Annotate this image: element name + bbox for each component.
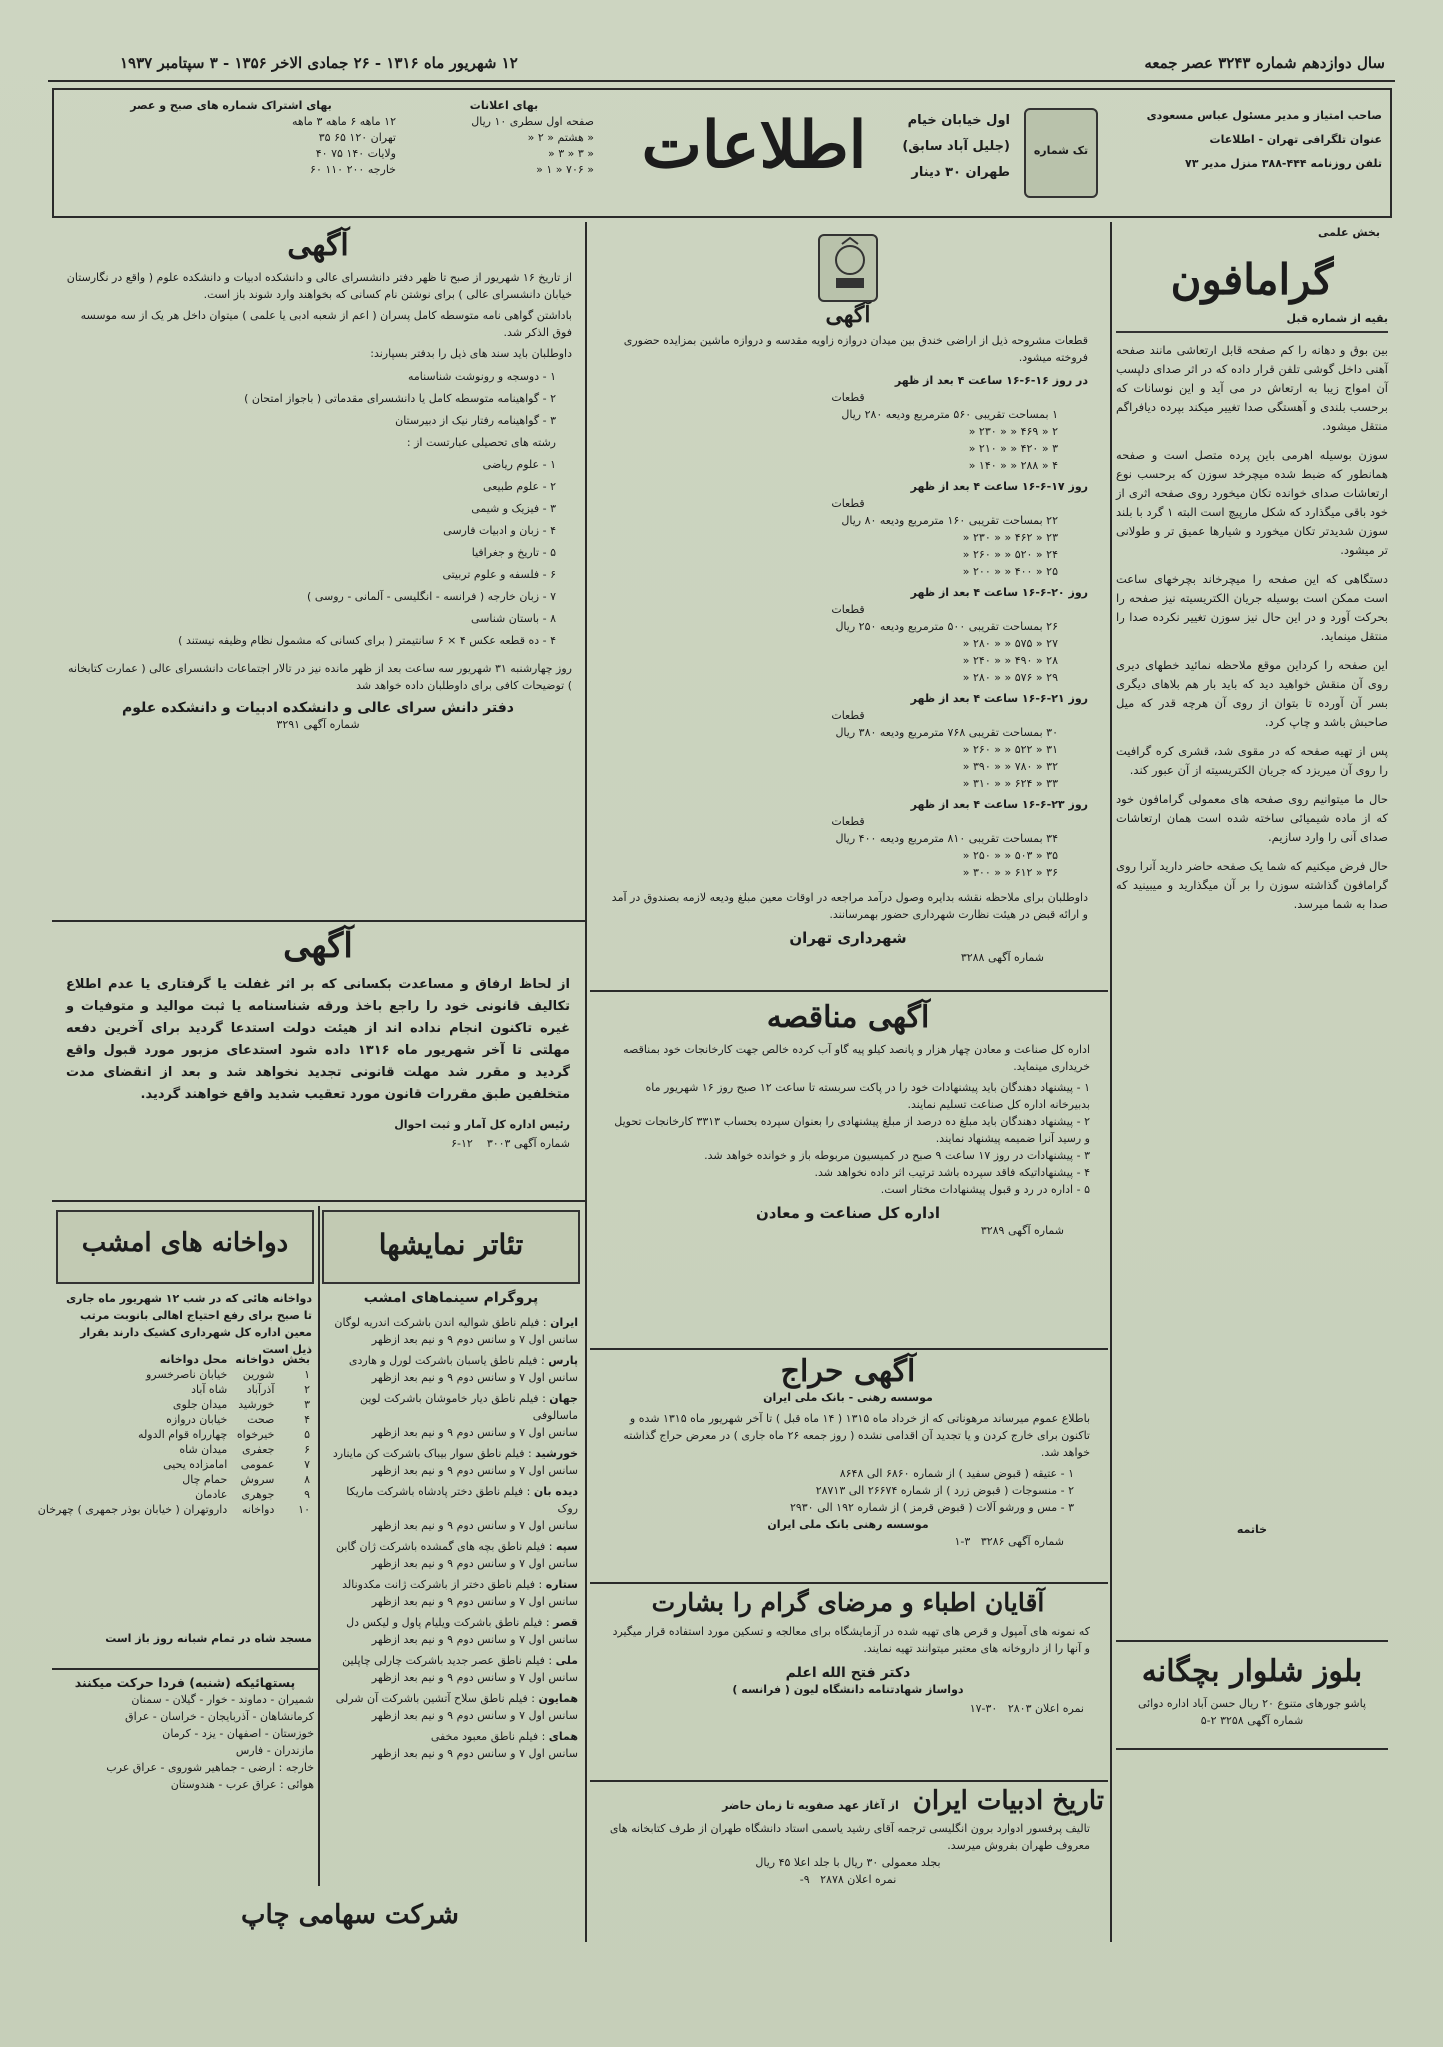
ad-number [612,1700,1084,1717]
cinema-showtimes: سانس اول ۷ و سانس دوم ۹ و نیم بعد ازظهر [371,1747,578,1760]
issue-date: ۱۲ شهریور ماه ۱۳۱۶ - ۲۶ جمادی الاخر ۱۳۵۶ - ۳ سپتامبر ۱۹۳۷ [120,54,518,72]
lion-sun-emblem-icon [818,234,878,302]
ad-title: آگهی مناقصه [766,1000,930,1035]
ad-subtitle: از آغاز عهد صفویه تا زمان حاضر [722,1799,899,1812]
table-cell: ۷ [304,1458,310,1471]
auction-lot-row: ۳۴ بمساحت تقریبی ۸۱۰ مترمربع ودیعه ۴۰۰ ریال [835,832,1058,845]
ad-title: آگهی [825,302,871,328]
top-rule [48,80,1395,82]
auction-day-label: روز ۲۳-۶-۱۶ ساعت ۴ بعد از ظهر [910,798,1088,811]
table-row [34,1382,314,1397]
pharmacy-banner-text: دواخانه های امشب [81,1228,289,1258]
auction-day-label: روز ۲۱-۶-۱۶ ساعت ۴ بعد از ظهر [910,692,1088,705]
ad-text: از لحاظ ارفاق و مساعدت بکسانی که بر اثر غفلت یا گرفتاری یا عدم اطلاع تکالیف قانونی خود را راجع باخذ ورقه شناسنامه یا ثبت موالید و متوفیات و غیره تاکنون انجام نداده اند از هیئت دولت استدعا گردید برای آخرین دفعه مهلتی تا آخر شهریور ماه ۱۳۱۶ داده شود استدعای مزبور مورد قبول واقع گردید و مقرر شد مهلت قانونی تجدید نخواهد شد و بعد از انقضای مدت متخلفین طبق مقررات قانون مورد تعقیب شدید واقع خواهند گردید. [66,977,570,1102]
paragraph: باداشتن گواهی نامه متوسطه کامل پسران ( اعم از شعبه ادبی یا علمی ) میتوان داخل هر یک از سه موسسه فوق الذکر شد. [80,309,572,339]
ad-subtitle: موسسه رهنی - بانک ملی ایران [763,1391,933,1404]
table-cell: میدان جلوی [172,1398,228,1411]
table-cell: خیابان ناصرخسرو [145,1368,228,1381]
cinema-name: ستاره [545,1578,578,1591]
issue-number: سال دوازدهم شماره ۳۲۴۳ عصر جمعه [1144,54,1385,72]
table-cell: ۱۰ [298,1503,310,1516]
pharmacy-listings [37,1206,314,1666]
ad-signature: شهرداری تهران [789,929,907,947]
ad-university [56,224,580,914]
list-item: ۴ - ده قطعه عکس ۴ × ۶ سانتیمتر ( برای کسانی که مشمول نظام وظیفه نیستند ) [178,634,556,647]
post-schedule [56,1674,314,1834]
table-row [34,1472,314,1487]
col-header: محل دواخانه [159,1353,228,1366]
auction-lot-row: ۳۰ بمساحت تقریبی ۷۶۸ مترمربع ودیعه ۳۸۰ ریال [835,726,1058,739]
auction-lot-row: ۲۹ « ۵۷۶ « « ۲۸۰ « [962,671,1058,684]
cinema-film: فیلم ناطق یاسبان باشرکت لورل و هاردی [348,1354,538,1367]
cinema-film: فیلم ناطق سلاح آتشین باشرکت آن شرلی [335,1692,528,1705]
auction-lot-row: ۳۵ « ۵۰۳ « « ۲۵۰ « [962,849,1058,862]
ad-municipal [592,224,1104,984]
ad-number-text: نمره اعلان ۲۸۰۳ [1007,1702,1084,1715]
ad-body [64,269,572,362]
auction-lot-row: ۲۷ « ۵۷۵ « « ۲۸۰ « [962,637,1058,650]
cinema-name: خورشید [535,1447,578,1460]
section-rule [52,920,586,922]
table-cell: ۲ [304,1383,310,1396]
table-cell: عمومی [240,1458,275,1471]
table-cell: امامزاده یحیی [163,1458,228,1471]
cinema-showtimes: سانس اول ۷ و سانس دوم ۹ و نیم بعد ازظهر [371,1426,578,1439]
cinema-entry: ملی : فیلم ناطق عصر جدید باشرکت چارلی چاپلین سانس اول ۷ و سانس دوم ۹ و نیم بعد ازظهر [324,1652,578,1686]
cinema-showtimes: سانس اول ۷ و سانس دوم ۹ و نیم بعد ازظهر [371,1557,578,1570]
cinema-name: ایران [550,1316,578,1329]
list-item: ۸ - باستان شناسی [470,612,556,625]
table-row [34,1367,314,1382]
ad-number-suffix: ۳۰-۱۷ [969,1702,998,1715]
ad-rate-row: « هشتم « ۲ « [527,131,594,144]
cinema-entry: پارس : فیلم ناطق یاسبان باشرکت لورل و هاردی سانس اول ۷ و سانس دوم ۹ و نیم بعد ازظهر [324,1352,578,1386]
cinema-entry: سپه : فیلم ناطق بچه های گمشده باشرکت ژان گابن سانس اول ۷ و سانس دوم ۹ و نیم بعد ازظهر [324,1538,578,1572]
column-rule [1110,222,1112,1942]
cinema-listings [322,1206,580,1896]
paragraph: حال فرض میکنیم که شما یک صفحه حاضر دارید آنرا روی گرامافون گذاشته سوزن را بر آن میگذارید و میبینید که صدا به شما میرسد. [1116,859,1388,911]
cinema-film: فیلم ناطق معبود مخفی [430,1730,539,1743]
ad-auction [592,1354,1104,1580]
list-item: ۴ - زبان و ادبیات فارسی [443,524,556,537]
ad-title: بلوز شلوار بچگانه [1141,1654,1363,1689]
ad-footer: روز چهارشنبه ۳۱ شهریور سه ساعت بعد از ظهر مانده نیز در تالار اجتماعات دانشسرای عالی ( عمارت کتابخانه ) توضیحات کافی برای داوطلبان داده خواهد شد [68,662,572,692]
post-line: کرمانشاهان - آذربایجان - خراسان - عراق [125,1710,314,1723]
table-cell: چهارراه قوام الدوله [138,1428,228,1441]
ad-intro: قطعات مشروحه ذیل از اراضی خندق بین میدان دروازه زاویه مقدسه و دروازه ماشین بمزایده حضوری فروخته میشود. [623,334,1088,364]
doctor-name: دکتر فتح الله اعلم [785,1665,911,1681]
ad-baby-clothes [1116,1640,1388,1750]
cinema-showtimes: سانس اول ۷ و سانس دوم ۹ و نیم بعد ازظهر [371,1595,578,1608]
cinema-film: فیلم ناطق بچه های گمشده باشرکت ژان گابن [335,1540,546,1553]
ad-outro: داوطلبان برای ملاحظه نقشه بدایره وصول درآمد مراجعه در اوقات معین مبلغ ودیعه لازمه بصندوق در آمد و ارائه قبض در هیئت نظارت شهرداری حضور بهمرسانند. [611,891,1088,921]
owner-line: صاحب امتیاز و مدیر مسئول عباس مسعودی [1146,109,1382,122]
paragraph: پس از تهیه صفحه که در مقوی شد، قشری کره گرافیت را روی آن میریزد که جریان الکتریسیته از آن عبور کند. [1116,744,1388,777]
auction-lot-row: ۳۲ « ۷۸۰ « « ۳۹۰ « [962,760,1058,773]
ad-items [606,1079,1090,1198]
ad-text: باطلاع عموم میرساند مرهوناتی که از خرداد ماه ۱۳۱۵ ( ۱۴ ماه قبل ) تا آخر شهریور ماه ۱۳۱۵ شده و تاکنون برای خارج کردن و یا تجدید آن اقدامی نشده ( روز جمعه ۲۶ ماه جاری ) در معرض حراج گذاشته خواهد شد. [623,1412,1090,1459]
table-row [34,1487,314,1502]
address-line: اول خیابان خیام [907,113,1010,128]
table-row [34,1397,314,1412]
cinema-showtimes: سانس اول ۷ و سانس دوم ۹ و نیم بعد ازظهر [371,1464,578,1477]
masthead [52,88,1392,218]
table-row [34,1502,314,1517]
subscription-rates [66,98,396,178]
article-end: خاتمه [1236,1523,1268,1536]
doctor-credential: دواساز شهادتنامه دانشگاه لیون ( فرانسه ) [732,1683,964,1696]
table-cell: ۹ [304,1488,310,1501]
table-cell: شاه آباد [191,1383,228,1396]
ad-item: ۵ - اداره در رد و قبول پیشنهادات مختار است. [880,1183,1090,1196]
paragraph: بین بوق و دهانه را کم صفحه قابل ارتعاشی مانند صفحه آهنی داخل گوشی تلفن قرار داده که در اثر صدای دلپسب آن امواج زیبا به ارتعاش در می آید و این نوسانات که برحسب بلندی و آهستگی صدا تغییر میکند بپرده دیافراگم منتقل میشود. [1116,343,1388,433]
auction-days [608,372,1088,881]
col-header: دواخانه [235,1353,275,1366]
cinema-showtimes: سانس اول ۷ و سانس دوم ۹ و نیم بعد ازظهر [371,1371,578,1384]
paragraph: سوزن بوسیله اهرمی باین پرده متصل است و صفحه همانطور که ضبط شده میچرخد سوزن که برحسب نوع ارتعاشات صدای خوانده تکان میخورد روی صفحه اثری از خود باقی میگذارد که شکل مارپیچ است البته ۱ گرد با بلند سوزن شدیدتر تکان میخورد و شیارها عمیق تر و طولانی تر میشود. [1116,448,1388,557]
ad-number-text: شماره آگهی ۳۰۰۳ [486,1137,570,1150]
ad-rate-row: صفحه اول سطری ۱۰ ریال [471,115,594,128]
ad-number-suffix: ۹- [799,1873,810,1886]
table-cell: ۶ [304,1443,310,1456]
auction-col-header: قطعات [831,603,865,616]
table-cell: دواخانه [242,1503,275,1516]
auction-col-header: قطعات [831,391,865,404]
table-cell: صحت [247,1413,275,1426]
cinema-list [324,1314,578,1766]
single-copy-label: تک شماره [1033,144,1089,157]
ad-item: ۳ - پیشنهادات در روز ۱۷ ساعت ۹ صبح در کمیسیون مربوطه باز و خوانده خواهد شد. [704,1149,1090,1162]
auction-lot-row: ۲۵ « ۴۰۰ « « ۲۰۰ « [962,565,1058,578]
cinema-banner-text: تئاتر نمایشها [378,1228,524,1261]
emblem-icon [824,236,876,296]
cinema-name: پارس [548,1354,578,1367]
auction-day-label: روز ۱۷-۶-۱۶ ساعت ۴ بعد از ظهر [910,480,1088,493]
table-cell: حمام چال [182,1473,228,1486]
pharmacy-intro: دواخانه هائی که در شب ۱۲ شهریور ماه جاری تا صبح برای رفع احتیاج اهالی بانوبت مرتب معین اداره کل شهرداری کشیک دارند بقرار ذیل است [66,1292,312,1356]
col-header: بخش [282,1353,310,1366]
ad-text: که نمونه های آمپول و قرص های تهیه شده در آزمایشگاه برای معالجه و تسکین مورد استفاده قرار میگیرد و آنها را از داروخانه های معتبر میتوانند تهیه نمایند. [612,1625,1090,1655]
table-cell: ۴ [304,1413,310,1426]
pharmacy-table [34,1352,314,1517]
subscription-title: بهای اشتراک شماره های صبح و عصر [130,99,332,112]
auction-day-label: روز ۲۰-۶-۱۶ ساعت ۴ بعد از ظهر [910,586,1088,599]
ad-text: پاشو جورهای متنوع ۲۰ ریال حسن آباد اداره دوائی [1137,1697,1367,1710]
list-item: ۳ - گواهینامه رفتار نیک از دبیرستان [395,414,556,427]
table-cell: ۵ [304,1428,310,1441]
cinema-showtimes: سانس اول ۷ و سانس دوم ۹ و نیم بعد ازظهر [371,1671,578,1684]
table-cell: داروتهران ( خیابان بوذر جمهری ) چهرخان [37,1503,228,1516]
cinema-showtimes: سانس اول ۷ و سانس دوم ۹ و نیم بعد ازظهر [371,1519,578,1532]
paragraph: حال ما میتوانیم روی صفحه های معمولی گرامافون خود که از ماده شیمیائی ساخته شده است همان ارتعاشات صدای آنی را وارد سازیم. [1116,792,1388,844]
table-cell: شورین [242,1368,275,1381]
column-rule [585,222,587,1942]
auction-lot-row: ۳۳ « ۶۲۴ « « ۳۱۰ « [962,777,1058,790]
cinema-entry: دیده بان : فیلم ناطق دختر پادشاه باشرکت ماریکا روک سانس اول ۷ و سانس دوم ۹ و نیم بعد ازظهر [324,1483,578,1534]
cinema-name: دیده بان [533,1485,578,1498]
ad-title: تاریخ ادبیات ایران [912,1786,1104,1816]
section-rule [52,1668,318,1670]
list-item: ۲ - علوم طبیعی [483,480,556,493]
cinema-name: قصر [553,1616,578,1629]
table-cell: جوهری [241,1488,275,1501]
ad-title: آگهی حراج [780,1354,916,1389]
ad-title: آگهی [283,926,353,966]
table-cell: میدان شاه [179,1443,228,1456]
literature-header [592,1786,1104,1816]
cinema-showtimes: سانس اول ۷ و سانس دوم ۹ و نیم بعد ازظهر [371,1709,578,1722]
ad-number: شماره آگهی ۳۲۸۹ [980,1224,1064,1237]
ad-title: آقایان اطباء و مرضای گرام را بشارت [651,1588,1045,1617]
table-cell: ۳ [304,1398,310,1411]
ad-item: ۴ - پیشنهاداتیکه فاقد سپرده باشد ترتیب اثر داده نخواهد شد. [814,1166,1090,1179]
address-line: (جلیل آباد سابق) [902,139,1010,154]
cinema-entry: جهان : فیلم ناطق دیار خاموشان باشرکت لوین ماسالوفی سانس اول ۷ و سانس دوم ۹ و نیم بعد ازظهر [324,1390,578,1441]
price-line: طهران ۳۰ دینار [911,165,1010,180]
section-rule [52,1200,586,1202]
table-header [34,1352,314,1367]
auction-row: ۳ - مس و ورشو آلات ( قبوض قرمز ) از شماره ۱۹۲ الی ۲۹۳۰ [789,1501,1074,1514]
cinema-film: فیلم ناطق باشرکت ویلیام پاول و لیکس دل [346,1616,543,1629]
ad-rate-row: « ۳ « ۳ « [547,147,594,160]
table-row [34,1412,314,1427]
cinema-name: جهان [549,1392,578,1405]
subscription-row: تهران ۱۲۰ ۶۵ ۳۵ [318,131,396,144]
ad-number-text: شماره آگهی ۳۲۸۶ [980,1535,1064,1548]
auction-lot-row: ۴ « ۲۸۸ « « ۱۴۰ « [968,459,1058,472]
auction-col-header: قطعات [831,497,865,510]
post-title: پستهائیکه (شنبه) فردا حرکت میکنند [74,1675,296,1690]
ad-number-text: نمره اعلان ۲۸۷۸ [820,1873,897,1886]
list-item: ۳ - فیزیک و شیمی [471,502,556,515]
column-rule [318,1206,320,1886]
ad-number [66,1135,570,1152]
list-item: ۵ - تاریخ و جغرافیا [471,546,556,559]
cinema-name: ملی [555,1654,578,1667]
ad-literature [592,1786,1104,1926]
subscription-row: ۱۲ ماهه ۶ ماهه ۳ ماهه [292,115,396,128]
pharmacy-banner [56,1210,314,1284]
table-cell: آذرآباد [246,1383,275,1396]
ad-number: شماره آگهی ۳۲۸۸ [960,951,1044,964]
auction-rows [622,1465,1074,1516]
phone-line: تلفن روزنامه ۴۴۴-۳۸۸ منزل مدیر ۷۳ [1185,157,1382,170]
cinema-film: فیلم ناطق دیار خاموشان باشرکت لوین ماسالوفی [360,1392,578,1422]
auction-col-header: قطعات [831,815,865,828]
ad-rates-title: بهای اعلانات [469,99,539,112]
cinema-showtimes: سانس اول ۷ و سانس دوم ۹ و نیم بعد ازظهر [371,1333,578,1346]
gramophone-article [1116,224,1388,1604]
ad-text: اداره کل صناعت و معادن چهار هزار و پانصد کیلو پیه گاو آب کرده خالص جهت کارخانجات خود بمناقصه خریداری مینماید. [623,1043,1090,1073]
post-line: شمیران - دماوند - خوار - گیلان - سمنان [131,1693,314,1706]
section-rule [590,1348,1108,1350]
telegraph-line: عنوان تلگرافی تهران - اطلاعات [1209,133,1382,146]
paragraph: داوطلبان باید سند های ذیل را بدفتر بسپارند: [370,347,572,360]
ad-signature: موسسه رهنی بانک ملی ایران [767,1518,929,1531]
cinema-film: فیلم ناطق شوالیه اندن باشرکت اندریه لوگان [334,1316,540,1329]
requirements-list [80,366,556,652]
owner-block [1122,104,1382,176]
cinema-banner [322,1210,580,1284]
table-cell: خیرخواه [236,1428,275,1441]
list-item: ۷ - زبان خارجه ( فرانسه - انگلیسی - آلمانی - روسی ) [307,590,556,603]
cinema-film: فیلم ناطق سوار بیباک باشرکت کن ماینارد [332,1447,525,1460]
article-body [1116,341,1388,914]
ad-date: ۱۲-۶ [451,1137,473,1150]
ad-signature: اداره کل صناعت و معادن [755,1204,941,1222]
cinema-entry: ایران : فیلم ناطق شوالیه اندن باشرکت اندریه لوگان سانس اول ۷ و سانس دوم ۹ و نیم بعد ازظهر [324,1314,578,1348]
article-subtitle: بقیه از شماره قبل [1116,310,1388,333]
table-cell: عادمان [195,1488,228,1501]
printer-credit: شرکت سهامی چاپ [241,1900,459,1930]
ad-tender [592,996,1104,1342]
ad-rates [414,98,594,178]
auction-col-header: قطعات [831,709,865,722]
cinema-program-title: پروگرام سینماهای امشب [363,1290,539,1306]
newspaper-logo: اطلاعات [641,108,867,183]
auction-row: ۱ - عتیقه ( قبوض سفید ) از شماره ۶۸۶۰ الی ۸۶۴۸ [839,1467,1074,1480]
auction-lot-row: ۱ بمساحت تقریبی ۵۶۰ مترمربع ودیعه ۲۸۰ ریال [841,408,1058,421]
cinema-name: همای [548,1730,578,1743]
cinema-name: همایون [538,1692,578,1705]
auction-lot-row: ۲۲ بمساحت تقریبی ۱۶۰ مترمربع ودیعه ۸۰ ریال [841,514,1058,527]
table-row [34,1442,314,1457]
auction-lot-row: ۲۳ « ۴۶۲ « « ۲۳۰ « [962,531,1058,544]
ad-number [592,1871,1104,1888]
table-cell: ۱ [304,1368,310,1381]
auction-lot-row: ۲ « ۴۶۹ « « ۲۳۰ « [968,425,1058,438]
auction-row: ۲ - منسوجات ( قبوض زرد ) از شماره ۲۶۶۷۴ الی ۲۸۷۱۳ [815,1484,1074,1497]
table-row [34,1427,314,1442]
subscription-row: ولایات ۱۴۰ ۷۵ ۴۰ [315,147,396,160]
table-row [34,1457,314,1472]
cinema-entry: همایون : فیلم ناطق سلاح آتشین باشرکت آن شرلی سانس اول ۷ و سانس دوم ۹ و نیم بعد ازظهر [324,1690,578,1724]
ad-signature: دفتر دانش سرای عالی و دانشکده ادبیات و دانشکده علوم [122,700,514,716]
ad-item: ۲ - پیشنهاد دهندگان باید مبلغ ده درصد از مبلغ پیشنهادی را بعنوان سپرده بحساب ۳۳۱۳ کارخانجات تحویل و رسید آنرا ضمیمه پیشنهاد نمایند. [614,1115,1090,1145]
pharmacy-note: مسجد شاه در تمام شبانه روز باز است [105,1632,312,1645]
paragraph: دستگاهی که این صفحه را میچرخاند بچرخهای ساعت است ممکن است بوسیله جریان الکتریسیته نیز صفحه را بحرکت آورد و در این حال نیز سوزن تغییر نکرده صدا را منتقل مینماید. [1116,572,1388,643]
ad-number-suffix: ۳-۱ [954,1535,971,1548]
ad-number: شماره آگهی ۳۲۵۸ ۲-۵ [1200,1714,1304,1727]
cinema-entry: قصر : فیلم ناطق باشرکت ویلیام پاول و لیکس دل سانس اول ۷ و سانس دوم ۹ و نیم بعد ازظهر [324,1614,578,1648]
cinema-name: سپه [556,1540,578,1553]
ad-number: شماره آگهی ۳۲۹۱ [276,718,360,731]
ad-price: بجلد معمولی ۳۰ ریال با جلد اعلا ۴۵ ریال [755,1856,941,1869]
ad-title: آگهی [287,228,349,263]
cinema-entry: ستاره : فیلم ناطق دختر از باشرکت ژانت مکدونالد سانس اول ۷ و سانس دوم ۹ و نیم بعد ازظهر [324,1576,578,1610]
paragraph: این صفحه را کرداین موقع ملاحظه نمائید خطهای دیری روی آن منقش خواهید دید که باید بار هم بلاهای دیگری بسر آن آورده تا بتوان از روی آن هرچه قدر که میل صاحبش باشد و چاپ کرد. [1116,658,1388,729]
emblem-stamp [1024,108,1098,198]
section-rule [590,1582,1108,1584]
article-title: گرامافون [1170,255,1334,304]
list-item: ۱ - دوسجه و رونوشت شناسنامه [407,370,556,383]
post-line: خارجه : ارضی - جماهیر شوروی - عراق عرب [106,1761,314,1774]
list-item: ۱ - علوم ریاضی [482,458,556,471]
post-line: هوائی : عراق عرب - هندوستان [170,1778,314,1791]
auction-lot-row: ۲۴ « ۵۲۰ « « ۲۶۰ « [962,548,1058,561]
auction-day-label: در روز ۱۶-۶-۱۶ ساعت ۴ بعد از ظهر [894,374,1088,387]
cinema-entry: همای : فیلم ناطق معبود مخفی سانس اول ۷ و سانس دوم ۹ و نیم بعد ازظهر [324,1728,578,1762]
ad-text: تالیف پرفسور ادوارد برون انگلیسی ترجمه آقای رشید یاسمی استاد دانشگاه طهران از طرف کتابخانه های معروف طهران بفروش میرسد. [609,1822,1090,1852]
table-cell: سروش [240,1473,275,1486]
list-item: ۶ - فلسفه و علوم تربیتی [442,568,556,581]
table-cell: ۸ [304,1473,310,1486]
list-item: ۲ - گواهینامه متوسطه کامل یا دانشسرای مقدماتی ( باجواز امتحان ) [244,392,556,405]
auction-lot-row: ۳ « ۴۲۰ « « ۲۱۰ « [968,442,1058,455]
section-label: بخش علمی [1318,226,1380,239]
cinema-film: فیلم ناطق عصر جدید باشرکت چارلی چاپلین [342,1654,545,1667]
post-line: خوزستان - اصفهان - یزد - کرمان [162,1727,314,1740]
section-rule [590,1780,1108,1782]
cinema-film: فیلم ناطق دختر پادشاه باشرکت ماریکا روک [346,1485,578,1515]
table-cell: جعفری [242,1443,275,1456]
subscription-row: خارجه ۲۰۰ ۱۱۰ ۶۰ [310,163,396,176]
post-line: مازندران - فارس [235,1744,314,1757]
ad-statistics [56,926,580,1196]
ad-rate-row: « ۷۰۶ « ۱ « [536,163,594,176]
paragraph: از تاریخ ۱۶ شهریور از صبح تا ظهر دفتر دانشسرای عالی و دانشکده ادبیات و دانشکده علوم ( واقع در نگارستان خیابان دانشسرای عالی ) برای نوشتن نام کسانی که بخواهند وارد شوند باز است. [66,271,572,301]
table-cell: خورشید [238,1398,275,1411]
ad-number [632,1533,1064,1550]
auction-lot-row: ۲۸ « ۴۹۰ « « ۲۴۰ « [962,654,1058,667]
list-item: رشته های تحصیلی عبارتست از : [406,436,556,449]
ad-doctors [592,1588,1104,1774]
cinema-showtimes: سانس اول ۷ و سانس دوم ۹ و نیم بعد ازظهر [371,1633,578,1646]
ad-signature: رئیس اداره کل آمار و ثبت احوال [394,1118,570,1131]
auction-lot-row: ۳۱ « ۵۲۲ « « ۲۶۰ « [962,743,1058,756]
cinema-film: فیلم ناطق دختر از باشرکت ژانت مکدونالد [342,1578,536,1591]
auction-lot-row: ۳۶ « ۶۱۲ « « ۳۰۰ « [962,866,1058,879]
section-rule [590,990,1108,992]
table-cell: خیابان دروازه [166,1413,228,1426]
cinema-entry: خورشید : فیلم ناطق سوار بیباک باشرکت کن ماینارد سانس اول ۷ و سانس دوم ۹ و نیم بعد ازظهر [324,1445,578,1479]
auction-lot-row: ۲۶ بمساحت تقریبی ۵۰۰ مترمربع ودیعه ۲۵۰ ریال [835,620,1058,633]
ad-item: ۱ - پیشنهاد دهندگان باید پیشنهادات خود را در پاکت سربسته تا ساعت ۱۲ صبح روز ۱۶ شهریور ماه بدبیرخانه اداره کل صناعت تسلیم نمایند. [645,1081,1090,1111]
